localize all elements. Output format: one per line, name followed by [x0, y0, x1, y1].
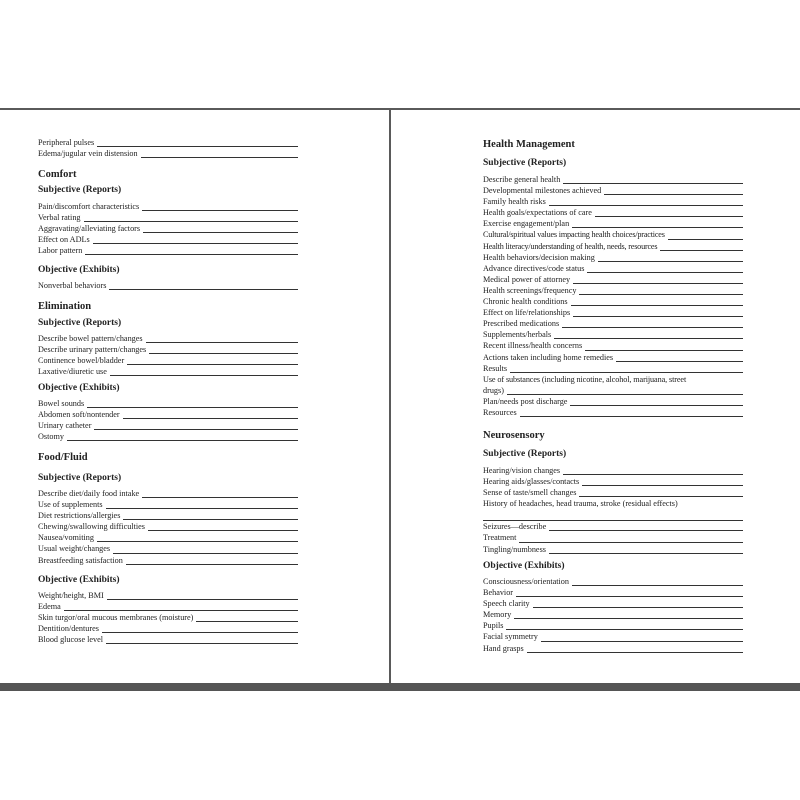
subsection-title: Subjective (Reports): [483, 158, 567, 168]
fill-line[interactable]: [113, 545, 298, 554]
field-label: Describe diet/daily food intake: [38, 489, 140, 498]
fill-line[interactable]: [572, 219, 743, 228]
field-label: Health behaviors/decision making: [483, 252, 595, 262]
fill-line[interactable]: [123, 410, 298, 419]
fill-line[interactable]: [97, 138, 298, 147]
form-field-history-label: [483, 498, 743, 509]
comfort-objective: [38, 265, 298, 291]
field-label: Tingling/numbness: [483, 544, 546, 554]
form-field[interactable]: [38, 488, 298, 499]
form-field[interactable]: [38, 223, 298, 234]
form-field-peripheral-pulses[interactable]: [38, 137, 298, 148]
section-comfort: [38, 169, 298, 181]
fill-line[interactable]: [587, 264, 743, 273]
fill-line[interactable]: [142, 202, 298, 211]
fill-line[interactable]: [64, 602, 298, 611]
fill-line[interactable]: [598, 253, 743, 262]
field-label: Developmental milestones achieved: [483, 186, 602, 196]
subsection-title: Subjective (Reports): [483, 449, 567, 459]
fill-line[interactable]: [94, 421, 298, 430]
field-label: Supplements/herbals: [483, 330, 552, 340]
subsection-title: Objective (Exhibits): [483, 561, 565, 571]
fill-line[interactable]: [142, 489, 298, 498]
fill-line[interactable]: [604, 186, 743, 195]
section-neurosensory: [483, 430, 743, 442]
fill-line[interactable]: [516, 588, 743, 597]
form-field[interactable]: [38, 590, 298, 601]
field-label: Verbal rating: [38, 213, 81, 223]
food-fluid-subjective: [38, 473, 298, 566]
form-field[interactable]: [38, 409, 298, 420]
form-field[interactable]: [38, 634, 298, 645]
form-field[interactable]: [483, 174, 743, 185]
field-label: Nausea/vomiting: [38, 533, 94, 543]
field-label: Hearing/vision changes: [483, 466, 561, 475]
form-field[interactable]: [483, 229, 743, 240]
fill-line[interactable]: [84, 213, 298, 222]
form-field[interactable]: [483, 544, 743, 555]
fill-line[interactable]: [549, 545, 743, 554]
form-field[interactable]: [38, 510, 298, 521]
form-field-substances[interactable]: [483, 385, 743, 396]
section-title: Food/Fluid: [38, 452, 88, 463]
form-field[interactable]: [38, 543, 298, 554]
form-field[interactable]: [483, 396, 743, 407]
fill-line[interactable]: [506, 621, 743, 630]
field-label: Consciousness/orientation: [483, 577, 569, 586]
form-field[interactable]: [483, 465, 743, 476]
fill-line[interactable]: [106, 500, 298, 509]
fill-line[interactable]: [148, 522, 298, 531]
top-fields: [38, 137, 298, 159]
field-label: Actions taken including home remedies: [483, 352, 614, 362]
fill-line[interactable]: [573, 308, 743, 317]
field-label: Bowel sounds: [38, 399, 85, 408]
fill-line[interactable]: [196, 613, 298, 622]
form-field[interactable]: [483, 631, 743, 642]
fill-line[interactable]: [126, 556, 298, 565]
form-field[interactable]: [483, 252, 743, 263]
fill-line[interactable]: [527, 644, 743, 653]
left-page: [38, 110, 298, 683]
fill-line[interactable]: [571, 297, 743, 306]
right-page: [483, 110, 743, 683]
field-label: Ostomy: [38, 432, 64, 442]
form-field[interactable]: [483, 307, 743, 318]
fill-line[interactable]: [102, 624, 298, 633]
form-field[interactable]: [483, 476, 743, 487]
form-field[interactable]: [483, 196, 743, 207]
section-title: Elimination: [38, 301, 92, 312]
fill-line[interactable]: [520, 408, 743, 417]
field-label: Continence bowel/bladder: [38, 356, 125, 366]
field-label: Cultural/spiritual values impacting health choices/practices: [483, 230, 665, 240]
field-label: Describe urinary pattern/changes: [38, 345, 147, 355]
form-field[interactable]: [38, 355, 298, 366]
form-field[interactable]: [38, 555, 298, 566]
form-field[interactable]: [483, 263, 743, 274]
fill-line[interactable]: [85, 246, 298, 255]
form-field[interactable]: [483, 532, 743, 543]
form-field[interactable]: [483, 576, 743, 587]
field-label: Describe bowel pattern/changes: [38, 334, 143, 343]
fill-line[interactable]: [514, 610, 743, 619]
health-management-subjective: [483, 158, 743, 418]
neurosensory-subjective: [483, 449, 743, 555]
field-label: Behavior: [483, 588, 514, 598]
fill-line[interactable]: [143, 224, 298, 233]
section-health-management: [483, 139, 743, 151]
form-field[interactable]: [483, 620, 743, 631]
form-field[interactable]: [483, 241, 743, 252]
elimination-objective: [38, 383, 298, 442]
field-label: Blood glucose level: [38, 635, 104, 645]
field-label: Usual weight/changes: [38, 544, 111, 554]
form-field[interactable]: [38, 398, 298, 409]
food-fluid-objective: [38, 575, 298, 645]
fill-line[interactable]: [563, 466, 743, 475]
field-label: Memory: [483, 610, 512, 620]
field-label: Effect on life/relationships: [483, 308, 571, 318]
fill-line-history[interactable]: [483, 509, 743, 521]
page-bottom-border: [0, 683, 800, 691]
field-label: Peripheral pulses: [38, 138, 95, 147]
field-label: Diet restrictions/allergies: [38, 511, 121, 521]
field-label: Resources: [483, 407, 517, 417]
field-label: drugs): [483, 385, 504, 395]
field-label: Speech clarity: [483, 599, 530, 609]
form-field[interactable]: [483, 207, 743, 218]
field-label: Prescribed medications: [483, 319, 560, 329]
form-field[interactable]: [38, 601, 298, 612]
fill-line[interactable]: [109, 281, 298, 290]
fill-line[interactable]: [123, 511, 298, 520]
page-divider: [389, 109, 391, 684]
form-field[interactable]: [483, 340, 743, 351]
elimination-subjective: [38, 318, 298, 377]
fill-line[interactable]: [533, 599, 743, 608]
fill-line[interactable]: [67, 432, 298, 441]
form-field[interactable]: [483, 609, 743, 620]
field-label: Sense of taste/smell changes: [483, 488, 577, 498]
field-label: Hand grasps: [483, 643, 524, 653]
fill-line[interactable]: [146, 334, 298, 343]
field-label: Use of supplements: [38, 500, 103, 510]
fill-line[interactable]: [562, 319, 743, 328]
form-field[interactable]: [483, 487, 743, 498]
form-field[interactable]: [38, 245, 298, 256]
field-label: Results: [483, 363, 508, 373]
form-field[interactable]: [38, 333, 298, 344]
field-label: Urinary catheter: [38, 421, 92, 431]
form-field-substances-label: [483, 374, 743, 385]
form-field[interactable]: [483, 407, 743, 418]
field-label: Medical power of attorney: [483, 274, 571, 284]
field-label: Pain/discomfort characteristics: [38, 202, 140, 211]
field-label: Edema: [38, 602, 61, 612]
fill-line[interactable]: [519, 534, 743, 543]
fill-line[interactable]: [93, 235, 298, 244]
field-label: Advance directives/code status: [483, 263, 585, 273]
field-label: Exercise engagement/plan: [483, 219, 570, 229]
field-label: Breastfeeding satisfaction: [38, 555, 123, 565]
fill-line[interactable]: [616, 353, 743, 362]
fill-line[interactable]: [660, 242, 743, 251]
fill-line[interactable]: [97, 533, 298, 542]
fill-line[interactable]: [579, 488, 743, 497]
form-field[interactable]: [38, 431, 298, 442]
form-field[interactable]: [38, 234, 298, 245]
form-field[interactable]: [38, 420, 298, 431]
field-label: Treatment: [483, 533, 517, 543]
fill-line[interactable]: [582, 477, 743, 486]
fill-line[interactable]: [110, 367, 298, 376]
fill-line[interactable]: [107, 591, 298, 600]
field-label: Dentition/dentures: [38, 624, 99, 634]
field-label: Laxative/diuretic use: [38, 367, 107, 377]
field-label: Weight/height, BMI: [38, 591, 104, 600]
field-label: Labor pattern: [38, 246, 83, 256]
form-field[interactable]: [483, 318, 743, 329]
field-label: Skin turgor/oral mucous membranes (moisture): [38, 613, 194, 623]
fill-line[interactable]: [585, 342, 743, 351]
fill-line[interactable]: [668, 231, 743, 240]
comfort-subjective: [38, 185, 298, 256]
fill-line[interactable]: [549, 197, 743, 206]
section-food-fluid: [38, 452, 298, 464]
form-field[interactable]: [38, 612, 298, 623]
field-label: Health literacy/understanding of health, needs, resources: [483, 241, 658, 251]
form-field[interactable]: [38, 521, 298, 532]
field-label: Use of substances (including nicotine, alcohol, marijuana, street: [483, 374, 687, 384]
form-field[interactable]: [38, 280, 298, 291]
fill-line[interactable]: [127, 356, 298, 365]
fill-line[interactable]: [595, 208, 743, 217]
subsection-title: Objective (Exhibits): [38, 575, 120, 585]
form-field[interactable]: [483, 274, 743, 285]
form-field[interactable]: [38, 532, 298, 543]
field-label: Seizures—describe: [483, 522, 547, 532]
field-label: Health goals/expectations of care: [483, 208, 592, 218]
form-field[interactable]: [483, 329, 743, 340]
form-field[interactable]: [38, 499, 298, 510]
form-field[interactable]: [483, 185, 743, 196]
field-label: Abdomen soft/nontender: [38, 410, 120, 420]
form-field[interactable]: [483, 296, 743, 307]
subsection-title: Objective (Exhibits): [38, 383, 120, 393]
fill-line[interactable]: [510, 364, 743, 373]
subsection-title: Subjective (Reports): [38, 185, 122, 195]
field-label: Family health risks: [483, 197, 546, 207]
field-label: Chronic health conditions: [483, 297, 568, 307]
form-field[interactable]: [483, 363, 743, 374]
form-field[interactable]: [483, 218, 743, 229]
fill-line[interactable]: [87, 399, 298, 408]
field-label: Health screenings/frequency: [483, 285, 577, 295]
form-field[interactable]: [483, 598, 743, 609]
fill-line[interactable]: [106, 635, 298, 644]
neurosensory-objective: [483, 561, 743, 654]
subsection-title: Objective (Exhibits): [38, 265, 120, 275]
field-label: Effect on ADLs: [38, 235, 90, 245]
fill-line[interactable]: [579, 286, 743, 295]
fill-line[interactable]: [541, 633, 743, 642]
section-title: Neurosensory: [483, 430, 545, 441]
field-label: Hearing aids/glasses/contacts: [483, 477, 580, 487]
fill-line[interactable]: [563, 175, 743, 184]
fill-line[interactable]: [570, 397, 743, 406]
field-label: Nonverbal behaviors: [38, 281, 107, 290]
form-field-edema-jvd[interactable]: [38, 148, 298, 159]
fill-line[interactable]: [554, 330, 743, 339]
fill-line[interactable]: [149, 345, 298, 354]
field-label: Chewing/swallowing difficulties: [38, 522, 145, 532]
field-label: Describe general health: [483, 175, 561, 184]
form-field[interactable]: [38, 623, 298, 634]
form-field[interactable]: [483, 285, 743, 296]
fill-line[interactable]: [573, 275, 743, 284]
field-label: History of headaches, head trauma, stroke (residual effects): [483, 499, 678, 509]
fill-line[interactable]: [141, 149, 298, 158]
field-label: Recent illness/health concerns: [483, 341, 583, 351]
fill-line[interactable]: [572, 577, 743, 586]
subsection-title: Subjective (Reports): [38, 318, 122, 328]
form-field[interactable]: [483, 521, 743, 532]
section-elimination: [38, 301, 298, 313]
form-field[interactable]: [38, 212, 298, 223]
form-field[interactable]: [483, 587, 743, 598]
field-label: Plan/needs post discharge: [483, 396, 568, 406]
field-label: Aggravating/alleviating factors: [38, 224, 141, 234]
subsection-title: Subjective (Reports): [38, 473, 122, 483]
form-field[interactable]: [38, 366, 298, 377]
form-field[interactable]: [483, 352, 743, 363]
field-label: Pupils: [483, 621, 504, 631]
form-field[interactable]: [38, 344, 298, 355]
form-field[interactable]: [483, 643, 743, 654]
section-title: Health Management: [483, 139, 575, 150]
fill-line[interactable]: [549, 522, 743, 531]
form-field[interactable]: [38, 201, 298, 212]
fill-line[interactable]: [507, 386, 743, 395]
field-label: Edema/jugular vein distension: [38, 149, 138, 159]
section-title: Comfort: [38, 169, 77, 180]
field-label: Facial symmetry: [483, 632, 538, 642]
